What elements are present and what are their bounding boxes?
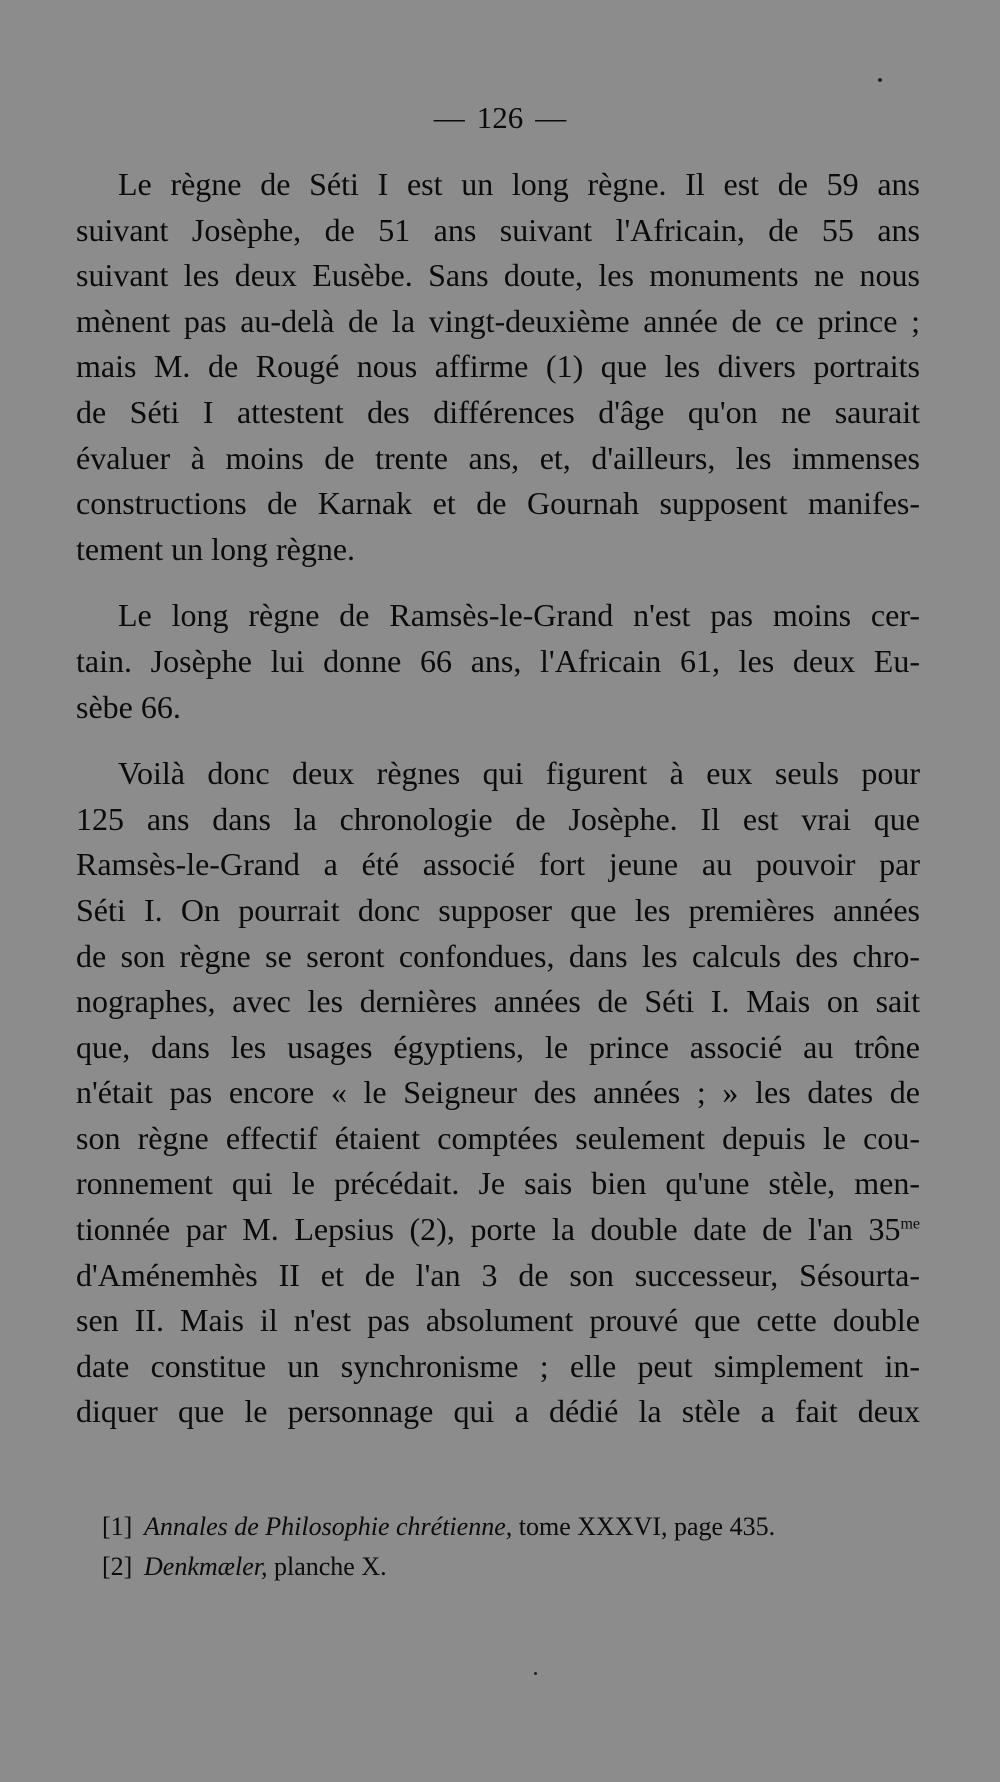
page-number-value: 126 (476, 100, 524, 135)
text-line: 125 ans dans la chronologie de Josèphe. Il est vrai que (76, 800, 920, 837)
text-line: Séti I. On pourrait donc supposer que les premières années (76, 891, 920, 928)
text-line: Voilà donc deux règnes qui figurent à eux seuls pour (118, 755, 920, 792)
text-line: suivant les deux Eusèbe. Sans doute, les monuments ne nous (76, 257, 920, 294)
ordinal-superscript: me (900, 1215, 920, 1233)
footnote-work-title: Denkmæler, (144, 1552, 268, 1581)
text-line: d'Aménemhès II et de l'an 3 de son successeur, Sésourta- (76, 1256, 920, 1293)
text-line: Le règne de Séti I est un long règne. Il est de 59 ans (118, 166, 920, 202)
text-line: évaluer à moins de trente ans, et, d'ailleurs, les immenses (76, 439, 920, 476)
text-line: mènent pas au-delà de la vingt-deuxième année de ce prince ; (76, 302, 920, 339)
text-line: constructions de Karnak et de Gournah supposent manifes- (76, 485, 920, 522)
text-line: ronnement qui le précédait. Je sais bien qu'une stèle, men- (76, 1165, 920, 1202)
footnote-text: planche X. (267, 1552, 387, 1581)
paragraph (76, 162, 920, 572)
text-line: tement un long règne. (76, 530, 356, 567)
body-text (76, 162, 920, 1435)
text-line: mais M. de Rougé nous affirme (1) que les divers portraits (76, 348, 920, 385)
paragraph (76, 593, 920, 730)
footnote-mark: [1] (102, 1512, 133, 1541)
text-line: date constitue un synchronisme ; elle peut simplement in- (76, 1347, 920, 1384)
text-line: sen II. Mais il n'est pas absolument prouvé que cette double (76, 1302, 920, 1339)
footnote-text: tome XXXVI, page 435. (512, 1512, 776, 1541)
scan-speck (534, 1672, 537, 1675)
text-line: de Séti I attestent des différences d'âge qu'on ne saurait (76, 393, 920, 430)
scan-speck (878, 78, 882, 82)
text-line: tain. Josèphe lui donne 66 ans, l'Africain 61, les deux Eu- (76, 642, 920, 679)
text-line-main: tionnée par M. Lepsius (2), porte la double date de l'an 35 (76, 1211, 901, 1248)
page-number: — 126 — (433, 100, 567, 135)
footnote (102, 1507, 922, 1547)
footnote (102, 1547, 922, 1587)
text-line-with-superscript (76, 1207, 920, 1253)
text-line: Ramsès-le-Grand a été associé fort jeune au pouvoir par (76, 846, 920, 883)
footnotes (102, 1507, 922, 1587)
footnote-mark: [2] (102, 1552, 133, 1581)
text-line: nographes, avec les dernières années de Séti I. Mais on sait (76, 983, 920, 1020)
text-line: diquer que le personnage qui a dédié la stèle a fait deux (76, 1393, 920, 1430)
text-line: suivant Josèphe, de 51 ans suivant l'Africain, de 55 ans (76, 211, 920, 248)
text-line: son règne effectif étaient comptées seulement depuis le cou- (76, 1119, 920, 1156)
text-line: de son règne se seront confondues, dans les calculs des chro- (76, 937, 920, 974)
footnote-work-title: Annales de Philosophie chrétienne, (144, 1512, 513, 1541)
text-line: n'était pas encore « le Seigneur des années ; » les dates de (76, 1074, 920, 1111)
text-line: que, dans les usages égyptiens, le prince associé au trône (76, 1028, 920, 1065)
paragraph (76, 751, 920, 1435)
text-line: Le long règne de Ramsès-le-Grand n'est pas moins cer- (118, 597, 920, 634)
text-line: sèbe 66. (76, 688, 181, 725)
